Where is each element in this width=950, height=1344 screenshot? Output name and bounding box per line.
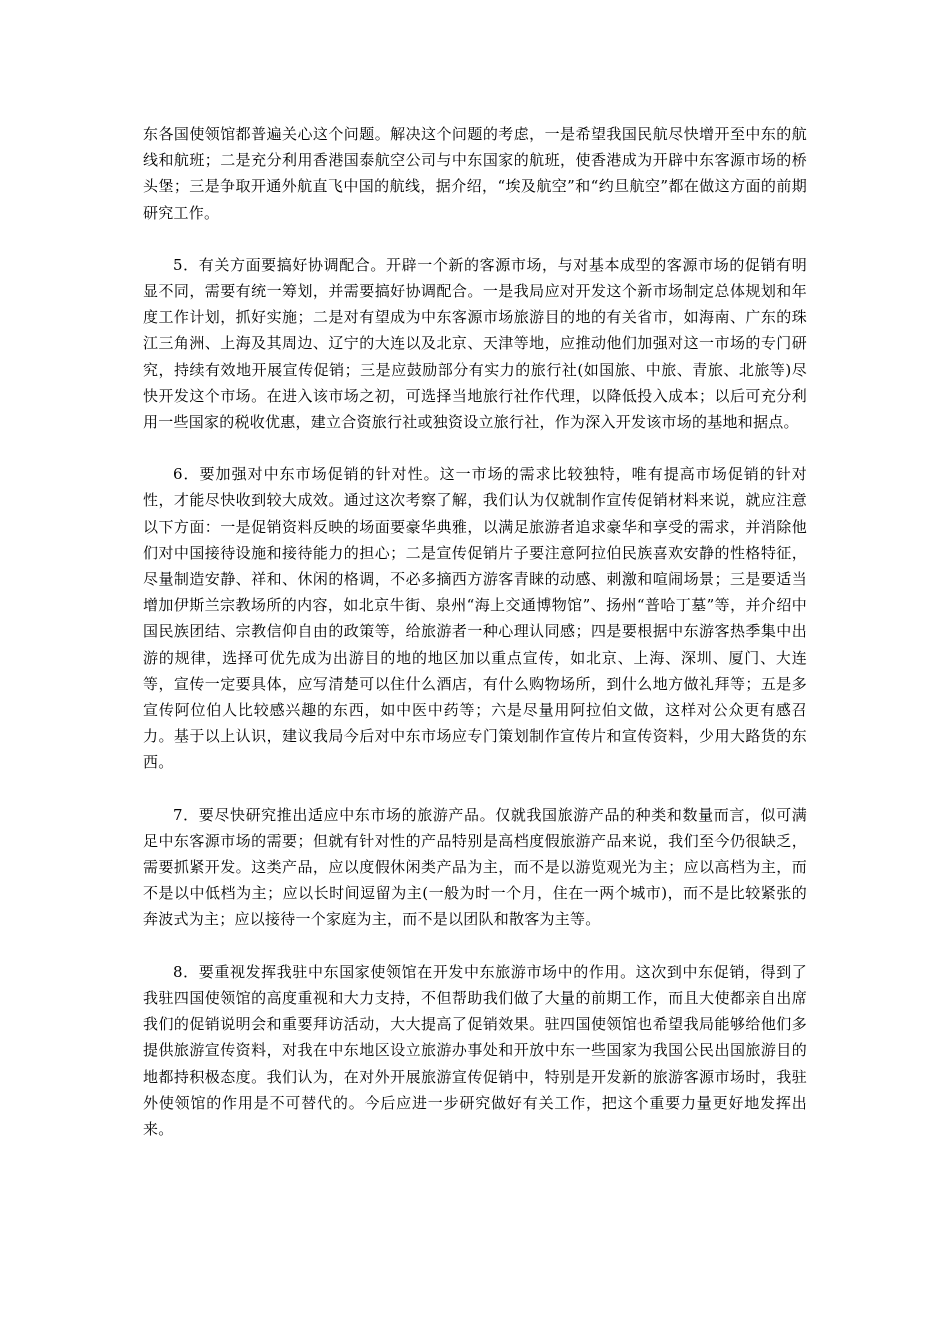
paragraph-gap (143, 933, 807, 959)
paragraph-gap (143, 226, 807, 252)
paragraph-6-promotion-targeting: 6．要加强对中东市场促销的针对性。这一市场的需求比较独特，唯有提高市场促销的针对性，才能尽快收到较大成效。通过这次考察了解，我们认为仅就制作宣传促销材料来说，就应注意以下方面：一是促销资料反映的场面要豪华典雅，以满足旅游者追求豪华和享受的需求，并消除他们对中国接待设施和接待能力的担心；二是宣传促销片子要注意阿拉伯民族喜欢安静的性格特征，尽量制造安静、祥和、休闲的格调，不必多摘西方游客青睐的动感、刺激和喧闹场景；三是要适当增加伊斯兰宗教场所的内容，如北京牛街、泉州“海上交通博物馆”、扬州“普哈丁墓”等，并介绍中国民族团结、宗教信仰自由的政策等，给旅游者一种心理认同感；四是要根据中东游客热季集中出游的规律，选择可优先成为出游目的地的地区加以重点宣传，如北京、上海、深圳、厦门、大连等，宣传一定要具体，应写清楚可以住什么酒店，有什么购物场所，到什么地方做礼拜等；五是多宣传阿位伯人比较感兴趣的东西，如中医中药等；六是尽量用阿拉伯文做，这样对公众更有感召力。基于以上认识，建议我局今后对中东市场应专门策划制作宣传片和宣传资料，少用大路货的东西。 (143, 465, 807, 772)
paragraph-5-coordination: 5．有关方面要搞好协调配合。开辟一个新的客源市场，与对基本成型的客源市场的促销有明显不同，需要有统一筹划，并需要搞好协调配合。一是我局应对开发这个新市场制定总体规划和年度工作计划，抓好实施；二是对有望成为中东客源市场旅游目的地的有关省市，如海南、广东的珠江三角洲、上海及其周边、辽宁的大连以及北京、天津等地，应推动他们加强对这一市场的专门研究，持续有效地开展宣传促销；三是应鼓励部分有实力的旅行社(如国旅、中旅、青旅、北旅等)尽快开发这个市场。在进入该市场之初，可选择当地旅行社作代理，以降低投入成本；以后可充分利用一些国家的税收优惠，建立合资旅行社或独资设立旅行社，作为深入开发该市场的基地和据点。 (143, 255, 807, 432)
paragraph-gap (143, 776, 807, 802)
paragraph-continued: 东各国使领馆都普遍关心这个问题。解决这个问题的考虑，一是希望我国民航尽快增开至中东的航线和航班；二是充分利用香港国泰航空公司与中东国家的航班，使香港成为开辟中东客源市场的桥头堡；三是争取开通外航直飞中国的航线，据介绍，“埃及航空”和“约旦航空”都在做这方面的前期研究工作。 (143, 125, 807, 222)
paragraph-gap (143, 435, 807, 461)
document-body (143, 121, 807, 1142)
paragraph-8-embassy-role: 8．要重视发挥我驻中东国家使领馆在开发中东旅游市场中的作用。这次到中东促销，得到了我驻四国使领馆的高度重视和大力支持，不但帮助我们做了大量的前期工作，而且大使都亲自出席我们的促销说明会和重要拜访活动，大大提高了促销效果。驻四国使领馆也希望我局能够给他们多提供旅游宣传资料，对我在中东地区设立旅游办事处和开放中东一些国家为我国公民出国旅游目的地都持积极态度。我们认为，在对外开展旅游宣传促销中，特别是开发新的旅游客源市场时，我驻外使领馆的作用是不可替代的。今后应进一步研究做好有关工作，把这个重要力量更好地发挥出来。 (143, 962, 807, 1138)
paragraph-7-tourism-products: 7．要尽快研究推出适应中东市场的旅游产品。仅就我国旅游产品的种类和数量而言，似可满足中东客源市场的需要；但就有针对性的产品特别是高档度假旅游产品来说，我们至今仍很缺乏，需要抓紧开发。这类产品，应以度假休闲类产品为主，而不是以游览观光为主；应以高档为主，而不是以中低档为主；应以长时间逗留为主(一般为时一个月，住在一两个城市)，而不是比较紧张的奔波式为主；应以接待一个家庭为主，而不是以团队和散客为主等。 (143, 805, 807, 929)
